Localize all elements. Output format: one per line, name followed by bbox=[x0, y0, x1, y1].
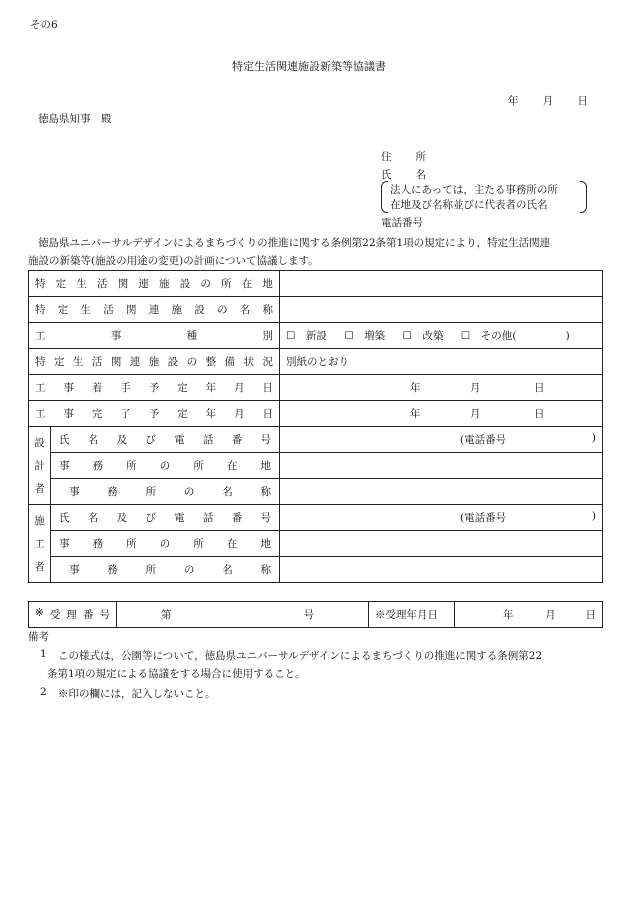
checkbox-extension[interactable]: ☐ 増築 bbox=[344, 330, 386, 342]
label-designer-office-name: 事 務 所 の 名 称 bbox=[51, 479, 280, 505]
corporate-note-line2: 在地及び名称並びに代表者の氏名 bbox=[390, 199, 548, 211]
row-construction-type bbox=[29, 323, 603, 349]
receipt-gou: 号 bbox=[303, 609, 314, 621]
address-label-2: 所 bbox=[415, 151, 426, 163]
address-label-1: 住 bbox=[381, 151, 392, 163]
designer-office-location-input[interactable] bbox=[280, 453, 603, 479]
receipt-date-label: ※受理年月日 bbox=[369, 602, 455, 628]
start-date-input[interactable]: 年 月 日 bbox=[280, 375, 603, 401]
designer-name-phone-input[interactable]: (電話番号 ) bbox=[280, 427, 603, 453]
row-start-date bbox=[29, 375, 603, 401]
row-location bbox=[29, 271, 603, 297]
designer-group-label: 設 計 者 bbox=[29, 427, 51, 505]
name-label-2: 名 bbox=[415, 169, 426, 181]
label-construction-type: 工 事 種 別 bbox=[29, 323, 280, 349]
receipt-number-label: ※ 受 理 番 号 bbox=[29, 602, 117, 628]
label-end-date: 工 事 完 了 予 定 年 月 日 bbox=[29, 401, 280, 427]
form-number: その6 bbox=[30, 19, 58, 31]
label-start-date: 工 事 着 手 予 定 年 月 日 bbox=[29, 375, 280, 401]
designer-office-name-input[interactable] bbox=[280, 479, 603, 505]
row-designer-office-name bbox=[29, 479, 603, 505]
label-designer-name-phone: 氏 名 及 び 電 話 番 号 bbox=[51, 427, 280, 453]
address-label bbox=[381, 149, 426, 164]
row-builder-office-location bbox=[29, 531, 603, 557]
date-line bbox=[508, 93, 588, 108]
name-label-1: 氏 bbox=[381, 169, 392, 181]
receipt-table bbox=[28, 601, 603, 628]
main-table bbox=[28, 270, 603, 583]
label-maintenance: 特 定 生 活 関 連 施 設 の 整 備 状 況 bbox=[29, 349, 280, 375]
row-builder-name-phone bbox=[29, 505, 603, 531]
end-date-input[interactable]: 年 月 日 bbox=[280, 401, 603, 427]
label-designer-office-location: 事 務 所 の 所 在 地 bbox=[51, 453, 280, 479]
receipt-dai: 第 bbox=[161, 609, 172, 621]
note-1-number: 1 bbox=[40, 648, 47, 660]
row-end-date bbox=[29, 401, 603, 427]
label-builder-office-location: 事 務 所 の 所 在 地 bbox=[51, 531, 280, 557]
note-1-line2: 条第1項の規定による協議をする場合に使用すること。 bbox=[47, 668, 306, 680]
checkbox-new[interactable]: ☐ 新設 bbox=[286, 330, 327, 342]
date-month: 月 bbox=[542, 95, 554, 107]
row-maintenance bbox=[29, 349, 603, 375]
checkbox-other[interactable]: ☐ その他( bbox=[460, 330, 517, 342]
corporate-note bbox=[381, 181, 587, 211]
builder-office-name-input[interactable] bbox=[280, 557, 603, 583]
date-day: 日 bbox=[577, 95, 588, 107]
row-builder-office-name bbox=[29, 557, 603, 583]
receipt-date-value: 年 月 日 bbox=[455, 602, 603, 628]
checkbox-renovation[interactable]: ☐ 改築 bbox=[402, 330, 444, 342]
addressee: 徳島県知事 殿 bbox=[38, 113, 112, 125]
phone-label: 電話番号 bbox=[381, 217, 423, 229]
label-builder-office-name: 事 務 所 の 名 称 bbox=[51, 557, 280, 583]
name-input[interactable] bbox=[280, 297, 603, 323]
left-bracket bbox=[381, 181, 388, 213]
row-designer-office-location bbox=[29, 453, 603, 479]
date-year: 年 bbox=[508, 95, 519, 107]
note-2-number: 2 bbox=[40, 686, 47, 698]
name-label bbox=[381, 167, 426, 182]
notes-heading: 備考 bbox=[28, 631, 49, 643]
receipt-number-value bbox=[117, 602, 369, 628]
location-input[interactable] bbox=[280, 271, 603, 297]
builder-office-location-input[interactable] bbox=[280, 531, 603, 557]
other-close-paren: ) bbox=[565, 330, 570, 342]
row-designer-name-phone bbox=[29, 427, 603, 453]
note-1-line1: この様式は，公園等について，徳島県ユニバーサルデザインによるまちづくりの推進に関する条例第22 bbox=[58, 650, 543, 662]
right-bracket bbox=[580, 181, 587, 213]
builder-name-phone-input[interactable]: (電話番号 ) bbox=[280, 505, 603, 531]
corporate-note-line1: 法人にあっては，主たる事務所の所 bbox=[390, 184, 558, 196]
label-location: 特 定 生 活 関 連 施 設 の 所 在 地 bbox=[29, 271, 280, 297]
row-name bbox=[29, 297, 603, 323]
maintenance-value: 別紙のとおり bbox=[280, 349, 603, 375]
construction-type-options bbox=[280, 323, 603, 349]
label-builder-name-phone: 氏 名 及 び 電 話 番 号 bbox=[51, 505, 280, 531]
page-title: 特定生活関連施設新築等協議書 bbox=[232, 60, 386, 73]
builder-group-label: 施 工 者 bbox=[29, 505, 51, 583]
intro-line2: 施設の新築等(施設の用途の変更)の計画について協議します。 bbox=[28, 255, 319, 267]
label-name: 特 定 生 活 関 連 施 設 の 名 称 bbox=[29, 297, 280, 323]
note-2-text: ※印の欄には，記入しないこと。 bbox=[58, 688, 216, 700]
intro-line1: 徳島県ユニバーサルデザインによるまちづくりの推進に関する条例第22条第1項の規定により，特定生活関連 bbox=[38, 237, 551, 249]
